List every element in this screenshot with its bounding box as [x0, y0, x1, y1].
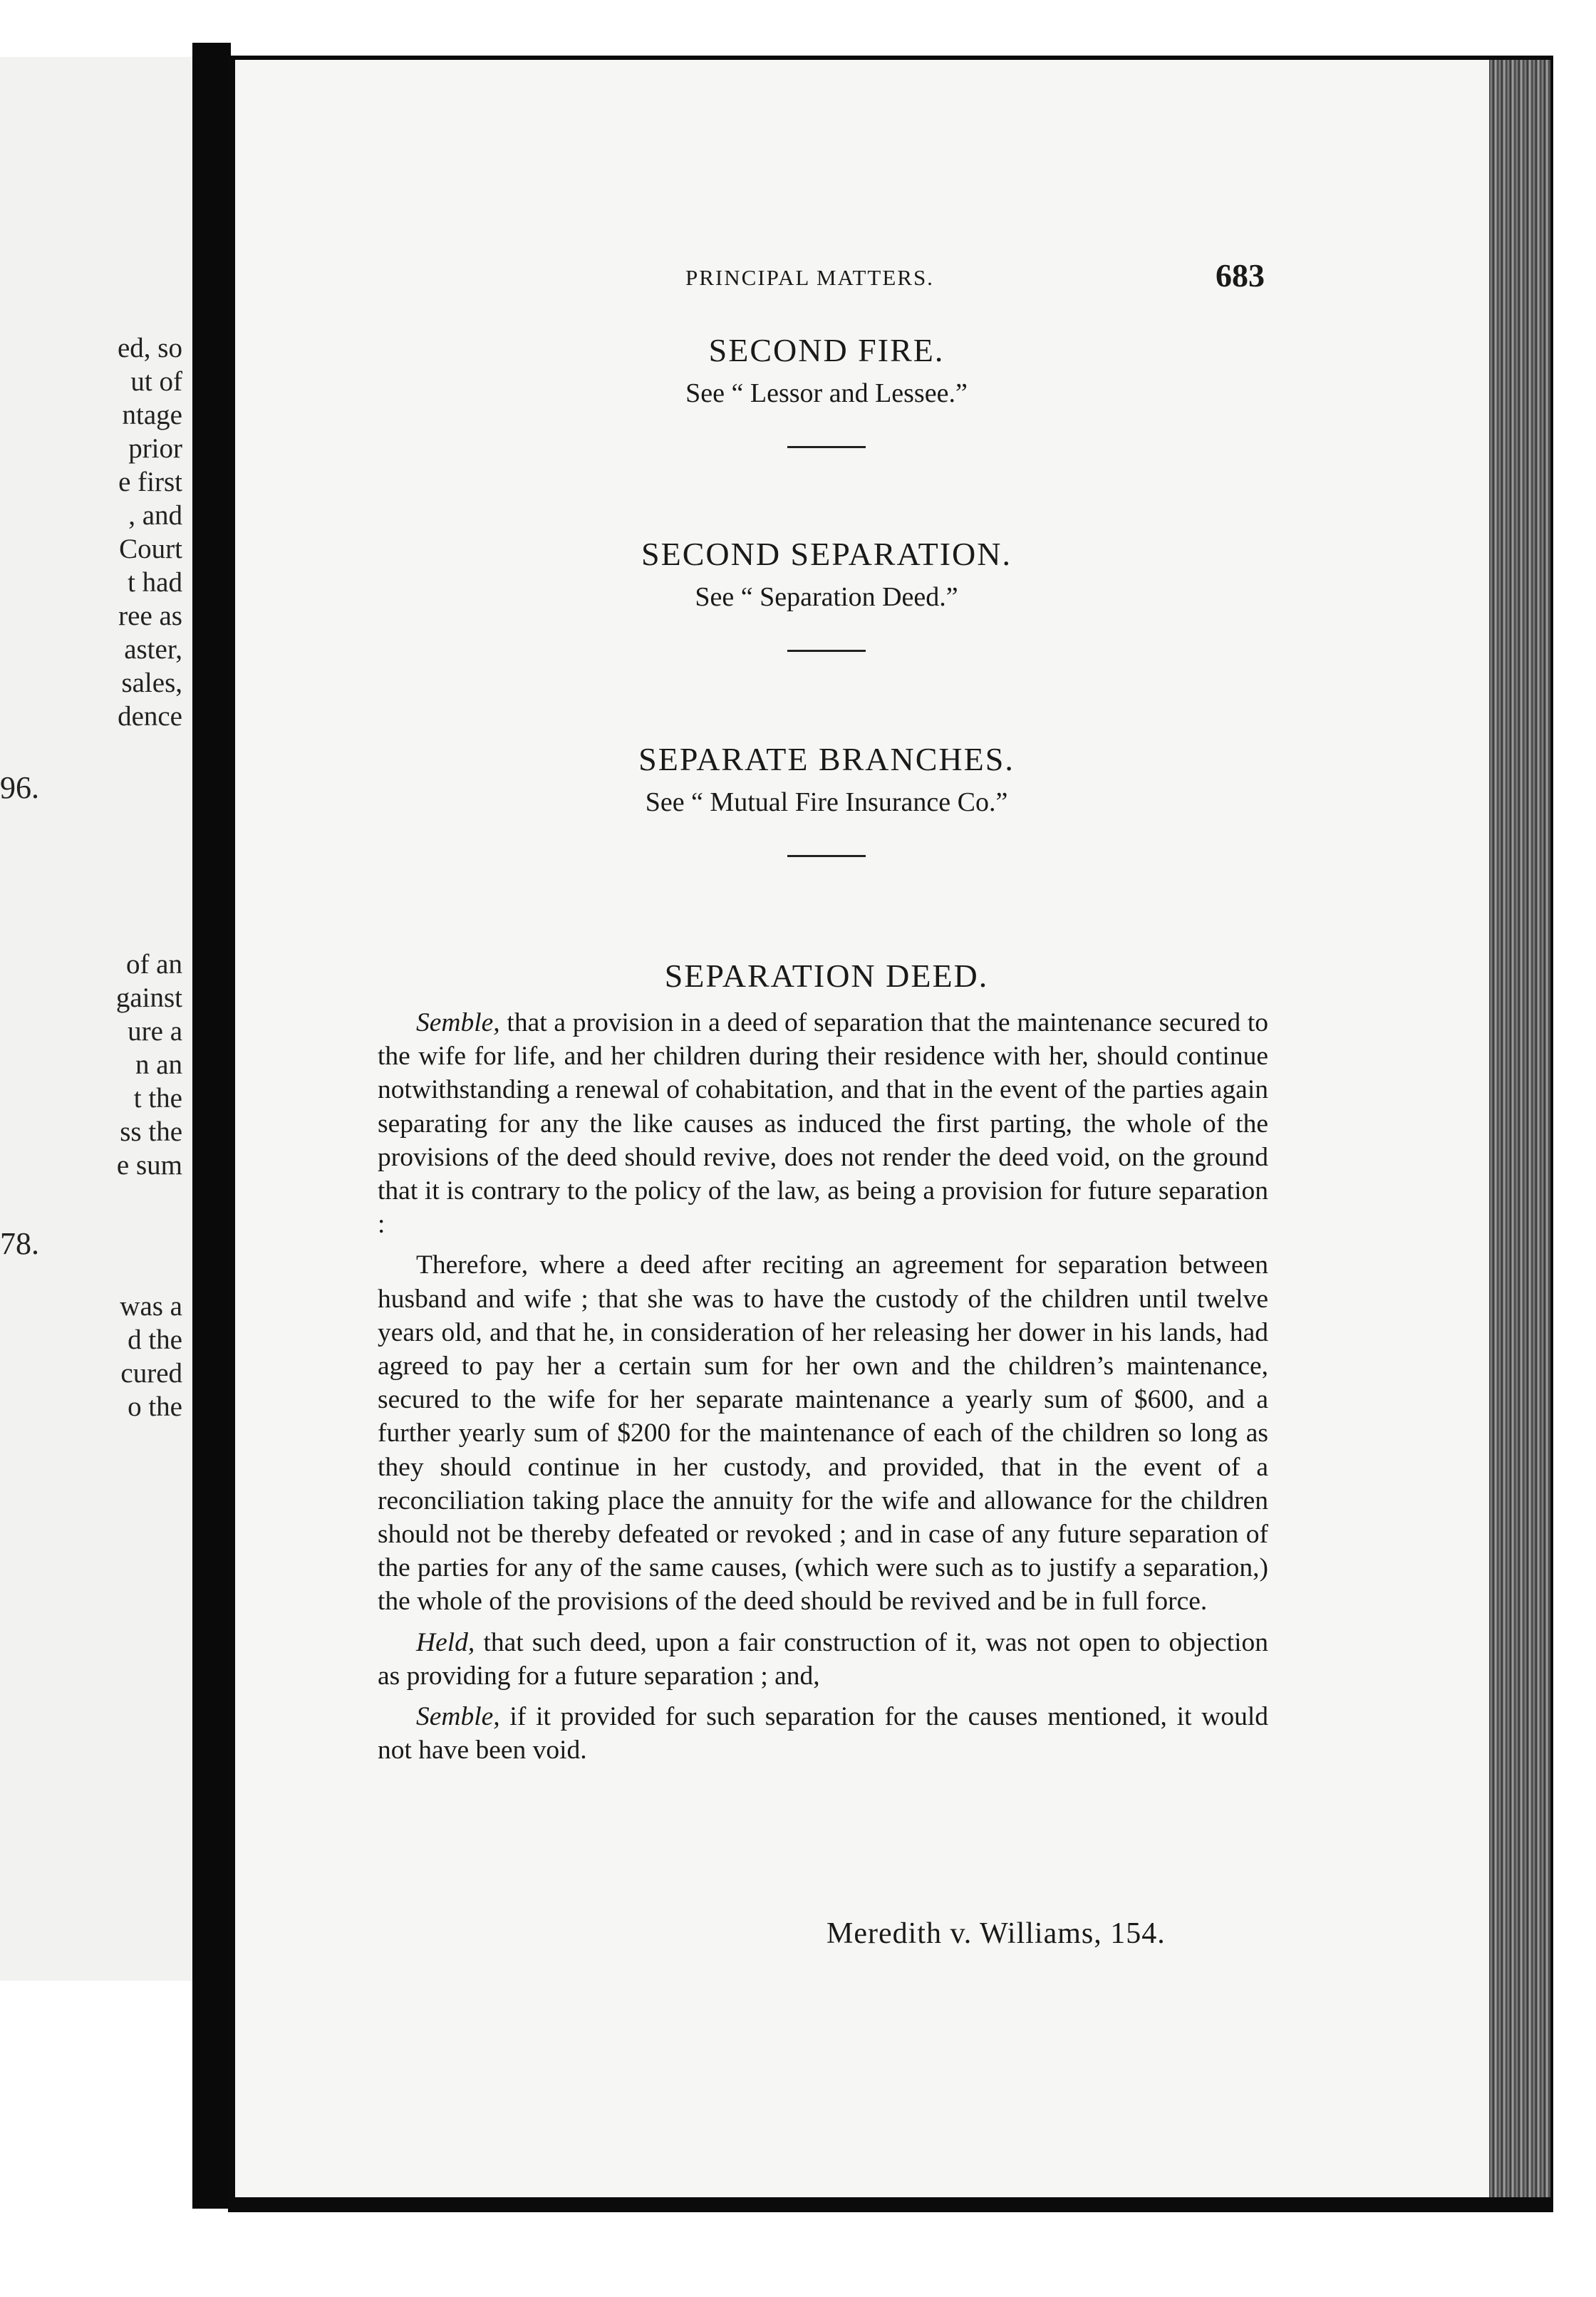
entry-title: SECOND FIRE. — [708, 332, 945, 368]
facing-line: gainst — [115, 982, 182, 1013]
entry-title: SEPARATE BRANCHES. — [638, 741, 1015, 777]
facing-page-fragment — [0, 57, 192, 1981]
entry-title-separation-deed: SEPARATION DEED. — [664, 958, 989, 994]
entry-title: SECOND SEPARATION. — [641, 536, 1012, 572]
facing-line: dence — [118, 701, 182, 732]
facing-line: prior — [128, 433, 182, 464]
page-edges — [1489, 60, 1550, 2197]
paragraph-text: that such deed, upon a fair construction of it, was not open to objection as providing for a future separation ; and, — [378, 1627, 1268, 1691]
facing-line: , and — [128, 500, 182, 531]
running-head: PRINCIPAL MATTERS. — [685, 265, 934, 290]
facing-page-text-block — [116, 948, 182, 1182]
facing-line: n an — [135, 1049, 182, 1080]
facing-page-number-fragment: 96. — [0, 770, 39, 805]
facing-page-text-block — [118, 331, 182, 733]
paragraph — [378, 1006, 1268, 1241]
facing-line: d the — [128, 1324, 182, 1355]
italic-lead: Semble, — [416, 1008, 500, 1037]
facing-line: ed, so — [118, 333, 182, 363]
facing-line: ure a — [128, 1016, 182, 1047]
entry-cross-reference: See “ Lessor and Lessee.” — [685, 378, 968, 408]
paragraph-text: if it provided for such separation for the causes mentioned, it would not have been void. — [378, 1702, 1268, 1765]
page-number: 683 — [1216, 257, 1265, 294]
separation-deed-body — [378, 1006, 1268, 1774]
facing-page-text-block — [120, 1290, 182, 1424]
section-rule — [787, 650, 866, 652]
facing-line: ree as — [118, 601, 182, 631]
facing-line: e sum — [116, 1150, 182, 1181]
facing-line: ut of — [130, 366, 182, 397]
index-entry-second-separation — [456, 533, 1197, 652]
facing-line: t had — [128, 567, 182, 598]
facing-line: was a — [120, 1291, 182, 1322]
italic-lead: Held, — [416, 1627, 475, 1657]
facing-line: of an — [125, 949, 182, 980]
facing-line: Court — [119, 534, 182, 564]
index-entry-separate-branches — [456, 738, 1197, 857]
scan-frame-bottom — [228, 2198, 1553, 2212]
facing-line: e first — [118, 467, 182, 497]
section-rule — [787, 446, 866, 448]
paragraph — [378, 1626, 1268, 1693]
entry-cross-reference: See “ Mutual Fire Insurance Co.” — [645, 787, 1008, 817]
facing-line: t the — [133, 1083, 182, 1114]
facing-line: sales, — [121, 668, 182, 698]
facing-line: aster, — [124, 634, 182, 665]
facing-page-number-fragment: 78. — [0, 1226, 39, 1261]
paragraph — [378, 1700, 1268, 1767]
facing-line: cured — [120, 1358, 182, 1389]
facing-line: ntage — [122, 400, 182, 430]
entry-cross-reference: See “ Separation Deed.” — [695, 582, 958, 612]
facing-line: ss the — [120, 1116, 182, 1147]
facing-line: o the — [128, 1391, 182, 1422]
paragraph-text: that a provision in a deed of separation that the maintenance secured to the wife for life, and her children during their residence with her, should continue notwithstanding a renewal of cohabitation, and that in the event of the parties again separating for any the like causes as induced the first parting, the whole of the provisions of the deed should revive, does not render the deed void, on the ground that it is contrary to the policy of the law, as being a provision for future separation : — [378, 1008, 1268, 1240]
paragraph: Therefore, where a deed after reciting an agreement for separation between husband and wife ; that she was to have the custody of the children until twelve years old, and that he, in consideration of her releasing her dower in his lands, had agreed to pay her a certain sum for her own and the children’s maintenance, secured to the wife for her separate maintenance a yearly sum of $600, and a further yearly sum of $200 for the maintenance of each of the children so long as they should continue in her custody, and provided, that in the event of a reconciliation taking place the annuity for the wife and allowance for the children should not be thereby defeated or revoked ; and in case of any future separation of the parties for any of the same causes, (which were such as to justify a separation,) the whole of the provisions of the deed should be revived and be in full force. — [378, 1250, 1268, 1617]
case-citation: Meredith v. Williams, 154. — [826, 1917, 1166, 1950]
italic-lead: Semble, — [416, 1702, 500, 1732]
index-entry-second-fire — [456, 329, 1197, 448]
book-gutter — [192, 43, 231, 2209]
section-rule — [787, 855, 866, 857]
